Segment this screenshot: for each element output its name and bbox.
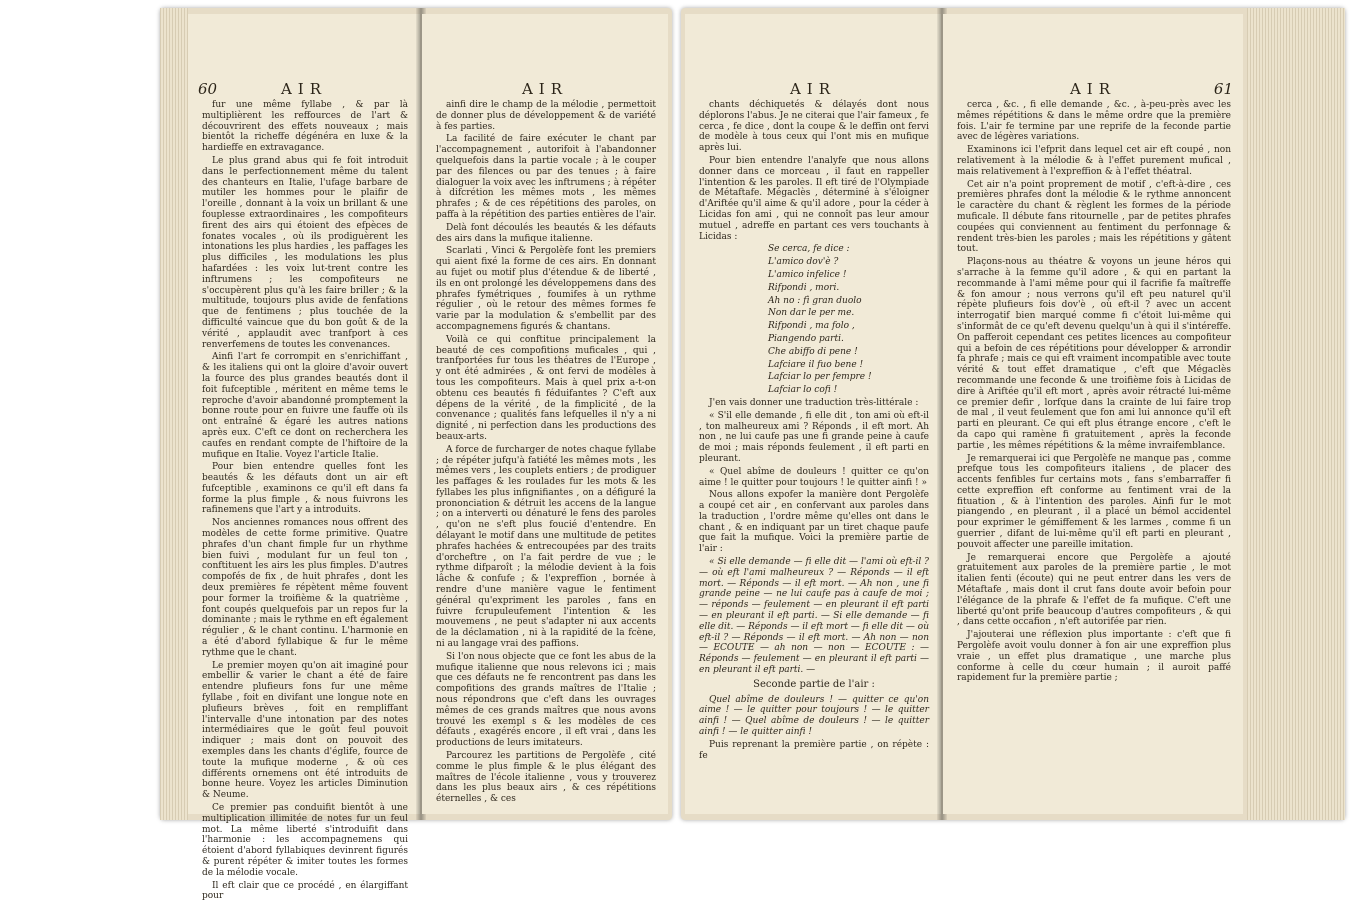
- page-body: [436, 100, 656, 804]
- paragraph: A force de furcharger de notes chaque fyllabe ; de répéter jufqu'à fatiété les mêmes mots , les mêmes vers , les couplets entiers ; de prodiguer les paffages & les roulades fur les mots & les fyllabes les plus infignifiantes , on a défiguré la prononciation & détruit les accens de la langue ; on a interverti ou dénaturé le fens des paroles , qu'on ne s'eft plus foucié d'entendre. En délayant le motif dans une multitude de petites phrafes hachées & entrecoupées par des traits d'orcheftre , on l'a fait perdre de vue ; le rythme difparoît ; la mélodie devient à la fois lâche & confufe ; & l'expreffion , bornée à rendre d'une manière vague le fentiment général qu'expriment les paroles , fans en fuivre fcrupuleufement l'intention & les mouvemens , ne peut s'adapter ni aux accents de la déclamation , ni à la rapidité de la fcène, ni au langage vrai des paffions.: [436, 444, 656, 650]
- paragraph: Nos anciennes romances nous offrent des modèles de cette forme primitive. Quatre phrafes d'un chant fimple fur un rhythme bien fuivi , modulant fur un feul ton , conftituent les airs les plus fimples. D'autres compofés de fix , de huit phrafes , dont les deux premières fe répètent même fouvent pour former la troifième & la quatrième , font coupés quelquefois par un repos fur la dominante ; mais le rythme en eft également régulier , & le chant continu. L'harmonie en a été d'abord fyllabique & fur le même rythme que le chant.: [202, 518, 408, 658]
- page-number: 60: [198, 80, 218, 98]
- paragraph: La facilité de faire exécuter le chant par l'accompagnement , autorifoit à l'abandonner quelquefois dans la partie vocale ; à le couper par des filences ou par des tenues ; à faire dialoguer la voix avec les inftrumens ; à répéter à difcrétion les mêmes mots , les mêmes phrafes ; & de ces répétitions des paroles, on paffa à la répétition des parties entières de l'air.: [436, 134, 656, 220]
- left-page-edges: [160, 8, 188, 820]
- verse-line: Se cerca, fe dice :: [768, 244, 850, 255]
- page-number: 61: [1213, 80, 1233, 98]
- page-61: [943, 14, 1243, 814]
- paragraph: Pour bien entendre l'analyfe que nous allons donner dans ce morceau , il faut en rappeller l'intention & les paroles. Il eft tiré de l'Olympiade de Métaftafe. Mégaclès , déterminé à s'éloigner d'Ariftée qu'il aime & qu'il adore , pour la céder à Licidas fon ami , qui ne connoît pas leur amour mutuel , adreffe en partant ces vers touchants à Licidas :: [699, 155, 929, 242]
- paragraph: Je remarquerai encore que Pergolèfe a ajouté gratuitement aux paroles de la première partie , le mot italien fenti (écoute) qui ne peut entrer dans les vers de Métaftafe , mais dont il crut fans doute avoir befoin pour l'élégance de la phrafe & l'effet de fa mufique. C'eft une liberté qu'ont prife beaucoup d'autres compofiteurs , & qui , dans cette occafion , n'eft autorifée par rien.: [957, 552, 1231, 628]
- paragraph: Puis reprenant la première partie , on répète : fe: [699, 739, 929, 761]
- page-60: [188, 14, 420, 902]
- paragraph: chants déchiquetés & délayés dont nous déplorons l'abus. Je ne citerai que l'air fameux , fe cerca , fe dice , dont la coupe & le deffin ont fervi de modèle à tous ceux qui l'ont mis en mufique après lui.: [699, 100, 929, 154]
- verse-line: L'amico infelice !: [768, 269, 847, 280]
- paragraph: fur une même fyllabe , & par là multiplièrent les reffources de l'art & découvrirent des effets nouveaux ; mais bientôt la richeffe dégénéra en luxe & la hardieffe en extravagance.: [202, 100, 408, 154]
- section-heading: Seconde partie de l'air :: [753, 678, 875, 690]
- verse-line: L'amico dov'è ?: [768, 257, 839, 268]
- paragraph: Parcourez les partitions de Pergolèfe , cité comme le plus fimple & le plus élégant des maîtres de l'école italienne , vous y trouverez dans les plus beaux airs , & ces répétitions éternelles , & ces: [436, 751, 656, 805]
- paragraph: Examinons ici l'efprit dans lequel cet air eft coupé , non relativement à la mélodie & à l'effet purement mufical , mais relativement à l'expreffion & à l'effet théatral.: [957, 145, 1231, 177]
- paragraph: Pour bien entendre quelles font les beautés & les défauts dont un air eft fufceptible , examinons ce qu'il eft dans fa forme la plus fimple , & nous fuivrons les rafinemens que l'art y a introduits.: [202, 462, 408, 516]
- paragraph: J'en vais donner une traduction très-littérale :: [709, 397, 919, 408]
- paragraph: Delà font découlés les beautés & les défauts des airs dans la mufique italienne.: [436, 222, 656, 244]
- page-left-recto: [422, 14, 668, 814]
- page-body: [202, 100, 408, 902]
- running-head: AIR: [789, 80, 837, 98]
- right-book: [681, 8, 1345, 820]
- paragraph: Scarlati , Vinci & Pergolèfe font les premiers qui aient fixé la forme de ces airs. En donnant au fujet ou motif plus d'étendue & de liberté , ils en ont prolongé les développemens dans des phrafes fymétriques , foumifes à un rythme régulier , où le retour des mêmes formes fe varie par la modulation & s'embellit par des accompagnemens figurés & chantans.: [436, 246, 656, 332]
- paragraph: Le plus grand abus qui fe foit introduit dans le perfectionnement même du talent des chanteurs en Italie, l'ufage barbare de mutiler les hommes pour le plaifir de l'oreille , donnant à la voix un brillant & une fouplesse extraordinaires , les compofiteurs firent des airs qui étoient des efpèces de fonates vocales , où ils prodiguèrent les intonations les plus hardies , les paffages les plus difficiles , les modulations les plus hafardées : les voix lut-trent contre les inftrumens ; les compofiteurs ne s'occupèrent plus qu'à les faire briller ; & la multitude, toujours plus avide de fenfations que de fentimens ; plus touchée de la difficulté vaincue que du bon goût & de la vérité , applaudit avec tranfport à ces renverfemens de toutes les convenances.: [202, 155, 408, 350]
- running-head: AIR: [1069, 80, 1117, 98]
- verse-line: Lafciar lo cofi !: [768, 385, 838, 396]
- page-body: [699, 100, 929, 804]
- verse-line: Lafciare il fuo bene !: [768, 359, 864, 370]
- page-header: [685, 80, 941, 100]
- paragraph: Cet air n'a point proprement de motif , c'eft-à-dire , ces premières phrafes dont la mélodie & le rythme annoncent le caractère du chant & règlent les formes de la période muficale. Il débute fans ritournelle , par de petites phrafes coupées qui conviennent au fentiment du perfonnage & rendent très-bien les paroles ; mais les répétitions y gâtent tout.: [957, 179, 1231, 255]
- paragraph: ainfi dire le champ de la mélodie , permettoit de donner plus de développement & de variété à fes parties.: [436, 100, 656, 132]
- page-right-verso: [685, 14, 941, 814]
- paragraph: « S'il elle demande , fi elle dit , ton ami où eft-il , ton malheureux ami ? Réponds , il eft mort. Ah non , ne lui caufe pas une fi grande peine à caufe de moi ; mais réponds feulement , il eft parti en pleurant.: [699, 410, 929, 464]
- paragraph: Si l'on nous objecte que ce font les abus de la mufique italienne que nous relevons ici ; mais que ces défauts ne fe rencontrent pas dans les compofitions des grands maîtres de l'Italie ; nous répondrons que c'eft dans les ouvrages mêmes de ces grands maîtres que nous avons trouvé les exempl s & les modèles de ces défauts , exagérés encore , il eft vrai , dans les productions de leurs imitateurs.: [436, 651, 656, 749]
- paragraph: Voilà ce qui conftitue principalement la beauté de ces compofitions muficales , qui , tranfportées fur tous les théatres de l'Europe , y ont été admirées , & ont fervi de modèles à tous les compofiteurs. Mais à quel prix a-t-on obtenu ces beautés fi féduifantes ? C'eft aux dépens de la vérité , de la fimplicité , de la convenance ; qualités fans lefquelles il n'y a ni dignité , ni perfection dans les productions des beaux-arts.: [436, 334, 656, 442]
- left-book: [160, 8, 672, 902]
- paragraph: Quel abîme de douleurs ! — quitter ce qu'on aime ! — le quitter pour toujours ! — le quitter ainfi ! — Quel abîme de douleurs ! — le quitter ainfi ! — le quitter ainfi !: [699, 694, 929, 738]
- paragraph: Ainfi l'art fe corrompit en s'enrichiffant , & les italiens qui ont la gloire d'avoir ouvert la fource des plus grandes beautés dont il foit fufceptible , méritent en même tems le reproche d'avoir abandonné promptement la bonne route pour en fuivre une fauffe où ils ont entraîné & égaré les autres nations après eux. C'eft ce dont on recherchera les caufes en rendant compte de l'hiftoire de la mufique en Italie. Voyez l'article Italie.: [202, 352, 408, 460]
- page-header: [188, 80, 420, 100]
- verse-line: Che abiffo di pene !: [768, 346, 858, 357]
- paragraph: Ce premier pas conduifit bientôt à une multiplication illimitée de notes fur un feul mot. La même liberté s'introduifit dans l'harmonie : les accompagnemens qui étoient d'abord fyllabiques devinrent figurés & purent répéter & imiter toutes les formes de la mélodie vocale.: [202, 803, 408, 878]
- right-page-edges: [1247, 8, 1345, 820]
- verse-line: Piangendo parti.: [768, 333, 844, 344]
- paragraph: « Quel abîme de douleurs ! quitter ce qu'on aime ! le quitter pour toujours ! le quitter ainfi ! »: [699, 466, 929, 488]
- verse-line: Non dar le per me.: [768, 308, 855, 319]
- paragraph: Nous allons expofer la manière dont Pergolèfe a coupé cet air , en confervant aux paroles dans la traduction , l'ordre même qu'elles ont dans le chant , & en indiquant par un tiret chaque paufe que fait la mufique. Voici la première partie de l'air :: [699, 490, 929, 555]
- running-head: AIR: [280, 80, 328, 98]
- paragraph: Je remarquerai ici que Pergolèfe ne manque pas , comme prefque tous les compofiteurs italiens , de placer des accents fenfibles fur certains mots , fans s'embarraffer fi cette expreffion eft conforme au fentiment vrai de la fituation , & à l'intention des paroles. Ainfi fur le mot piangendo , en pleurant , il a placé un bémol accidentel pour exprimer le gémiffement & les larmes , comme fi un guerrier , difant de lui-même qu'il eft parti en pleurant , pouvoit affecter une pareille imitation.: [957, 453, 1231, 550]
- paragraph: Il eft clair que ce procédé , en élargiffant pour: [202, 880, 408, 902]
- paragraph: Plaçons-nous au théatre & voyons un jeune héros qui s'arrache à la femme qu'il adore , & qui en partant la recommande à l'ami même pour qui il facrifie fa maîtreffe & fon amour ; nous verrons qu'il eft peu naturel qu'il répète plufieurs fois dov'è , où eft-il ? avec un accent interrogatif bien marqué comme fi c'étoit lui-même qui s'informât de ce qu'eft devenu quelqu'un à qui il s'intéreffe. On pafferoit cependant ces petites licences au compofiteur qui a befoin de ces répétitions pour développer & arrondir fa phrafe ; mais ce qui eft vraiment incompatible avec toute vérité & tout effet dramatique , c'eft que Mégaclès recommande une feconde & une troifième fois à Licidas de dire à Ariftée qu'il eft mort , après avoir rétracté lui-même ce premier defir , lorfque dans la crainte de lui faire trop de mal , il veut feulement que fon ami lui annonce qu'il eft parti en pleurant. Ce qui eft plus étrange encore , c'eft le da capo qui ramène fi gratuitement , après la feconde partie , les mêmes répétitions & la même invraifemblance.: [957, 257, 1231, 451]
- running-head: AIR: [521, 80, 569, 98]
- verse-line: Ah no : fì gran duolo: [768, 295, 862, 306]
- verse-line: Rifpondi , mori.: [768, 282, 840, 293]
- verse-line: Lafciar lo per fempre !: [768, 372, 872, 383]
- paragraph: cerca , &c. , fi elle demande , &c. , à-peu-près avec les mêmes répétitions & dans le même ordre que la première fois. L'air fe termine par une reprife de la feconde partie avec de légères variations.: [957, 100, 1231, 143]
- page-body: [957, 100, 1231, 804]
- paragraph: Le premier moyen qu'on ait imaginé pour embellir & varier le chant a été de faire entendre plufieurs fons fur une même fyllabe , foit en divifant une longue note en plufieurs brèves , foit en rempliffant l'intervalle d'une intonation par des notes intermédiaires que le goût feul pouvoit indiquer ; mais dont on pouvoit des exemples dans les chants d'églife, fource de toute la mufique moderne , & où ces différents ornemens ont été introduits de bonne heure. Voyez les articles Diminution & Neume.: [202, 660, 408, 801]
- page-header: [943, 80, 1243, 100]
- paragraph: J'ajouterai une réflexion plus importante : c'eft que fi Pergolèfe avoit voulu donner à fon air une expreffion plus vraie , un effet plus dramatique , une marche plus conforme à celle du cœur humain ; il auroit paffé rapidement fur la première partie ;: [957, 630, 1231, 684]
- verse-line: Rifpondi , ma folo ,: [768, 321, 855, 332]
- page-header: [422, 80, 668, 100]
- paragraph: « Si elle demande — fi elle dit — l'ami où eft-il ? — où eft l'ami malheureux ? — Réponds — il eft mort. — Réponds — il eft mort. — Ah non , une fi grande peine — ne lui caufe pas à caufe de moi ; — réponds — feulement — en pleurant il eft parti — en pleurant il eft parti. — Si elle demande — fi elle dit. — Réponds — il eft mort — fi elle dit — où eft-il ? — Réponds — il eft mort. — Ah non — non — ECOUTE — ah non — non — ECOUTE : — Réponds — feulement — en pleurant il eft parti — en pleurant il eft parti. —: [699, 557, 929, 676]
